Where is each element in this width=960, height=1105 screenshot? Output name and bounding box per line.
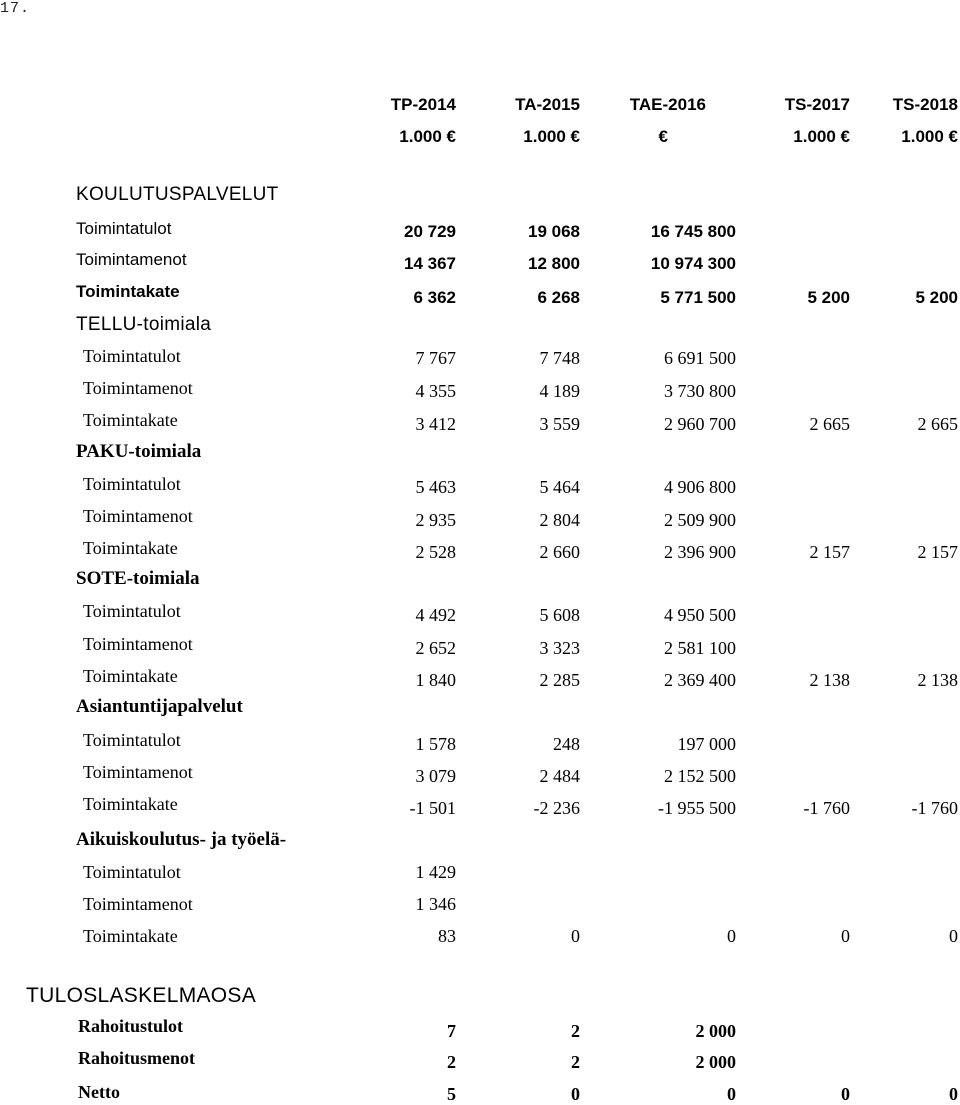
cell-value: 2 369 400 bbox=[664, 670, 736, 690]
cell-value: 5 463 bbox=[415, 477, 456, 497]
cell-value: 2 528 bbox=[415, 542, 456, 562]
cell-value: 0 bbox=[949, 1084, 958, 1104]
cell-value: 2 000 bbox=[695, 1021, 736, 1041]
cell-value: 0 bbox=[841, 926, 850, 946]
column-unit-header: 1.000 € bbox=[901, 127, 958, 146]
row-label: Toimintamenot bbox=[83, 378, 193, 398]
row-label: Netto bbox=[78, 1082, 120, 1102]
cell-value: 19 068 bbox=[528, 222, 580, 241]
cell-value: 5 608 bbox=[539, 605, 580, 625]
row-label: Toimintatulot bbox=[83, 346, 181, 366]
section-title: KOULUTUSPALVELUT bbox=[76, 184, 279, 205]
cell-value: 3 079 bbox=[415, 766, 456, 786]
row-label: Rahoitusmenot bbox=[78, 1048, 196, 1068]
cell-value: 14 367 bbox=[404, 254, 456, 273]
row-label: Toimintatulot bbox=[83, 601, 181, 621]
cell-value: 2 bbox=[571, 1052, 580, 1072]
row-label: Toimintatulot bbox=[83, 862, 181, 882]
section-title: PAKU-toimiala bbox=[76, 441, 202, 462]
cell-value: 4 355 bbox=[415, 381, 456, 401]
cell-value: 3 730 800 bbox=[664, 381, 736, 401]
cell-value: 2 bbox=[571, 1021, 580, 1041]
cell-value: 0 bbox=[727, 1084, 736, 1104]
cell-value: 10 974 300 bbox=[650, 254, 736, 273]
cell-value: 4 189 bbox=[539, 381, 580, 401]
column-unit-header: 1.000 € bbox=[523, 127, 580, 146]
cell-value: 2 509 900 bbox=[664, 510, 736, 530]
cell-value: 2 581 100 bbox=[664, 638, 736, 658]
section-title: SOTE-toimiala bbox=[76, 568, 200, 589]
column-unit-header: 1.000 € bbox=[793, 127, 850, 146]
cell-value: 248 bbox=[553, 734, 580, 754]
cell-value: 7 767 bbox=[415, 348, 456, 368]
row-label: Toimintatulot bbox=[83, 474, 181, 494]
cell-value: 1 346 bbox=[415, 894, 456, 914]
cell-value: 2 960 700 bbox=[664, 414, 736, 434]
cell-value: 20 729 bbox=[404, 222, 456, 241]
column-year-header: TS-2018 bbox=[892, 95, 958, 114]
cell-value: 3 559 bbox=[539, 414, 580, 434]
cell-value: 2 652 bbox=[415, 638, 456, 658]
row-label: Toimintatulot bbox=[76, 219, 172, 238]
row-label: Toimintakate bbox=[83, 410, 178, 430]
row-label: Toimintakate bbox=[83, 926, 178, 946]
row-label: Toimintakate bbox=[76, 282, 180, 301]
row-label: Toimintamenot bbox=[83, 894, 193, 914]
cell-value: 7 748 bbox=[539, 348, 580, 368]
cell-value: -1 501 bbox=[409, 798, 456, 818]
cell-value: 5 bbox=[447, 1084, 456, 1104]
cell-value: 2 000 bbox=[695, 1052, 736, 1072]
cell-value: 6 691 500 bbox=[664, 348, 736, 368]
cell-value: -1 955 500 bbox=[658, 798, 736, 818]
cell-value: -1 760 bbox=[803, 798, 850, 818]
cell-value: 83 bbox=[438, 926, 456, 946]
page-number: 17. bbox=[0, 0, 31, 17]
cell-value: 2 157 bbox=[917, 542, 958, 562]
cell-value: 2 935 bbox=[415, 510, 456, 530]
row-label: Toimintamenot bbox=[83, 762, 193, 782]
section-title: Aikuiskoulutus- ja työelä- bbox=[76, 829, 287, 850]
column-year-header: TP-2014 bbox=[390, 95, 456, 114]
row-label: Toimintamenot bbox=[83, 506, 193, 526]
cell-value: 5 200 bbox=[915, 288, 958, 307]
cell-value: 2 152 500 bbox=[664, 766, 736, 786]
row-label: Toimintamenot bbox=[76, 250, 187, 269]
cell-value: 2 665 bbox=[917, 414, 958, 434]
cell-value: 2 396 900 bbox=[664, 542, 736, 562]
cell-value: 6 268 bbox=[537, 288, 580, 307]
cell-value: 2 157 bbox=[809, 542, 850, 562]
cell-value: 2 804 bbox=[539, 510, 580, 530]
row-label: Toimintakate bbox=[83, 666, 178, 686]
row-label: Rahoitustulot bbox=[78, 1016, 184, 1036]
cell-value: 3 412 bbox=[415, 414, 456, 434]
cell-value: 5 200 bbox=[807, 288, 850, 307]
cell-value: 0 bbox=[571, 1084, 580, 1104]
row-label: Toimintakate bbox=[83, 794, 178, 814]
cell-value: 4 950 500 bbox=[664, 605, 736, 625]
cell-value: 1 429 bbox=[415, 862, 456, 882]
section-title: TELLU-toimiala bbox=[76, 314, 212, 335]
cell-value: 5 464 bbox=[539, 477, 580, 497]
cell-value: -1 760 bbox=[911, 798, 958, 818]
column-year-header: TS-2017 bbox=[784, 95, 850, 114]
row-label: Toimintakate bbox=[83, 538, 178, 558]
cell-value: 2 665 bbox=[809, 414, 850, 434]
cell-value: 1 840 bbox=[415, 670, 456, 690]
cell-value: 0 bbox=[727, 926, 736, 946]
cell-value: 3 323 bbox=[539, 638, 580, 658]
cell-value: 2 484 bbox=[539, 766, 580, 786]
cell-value: 4 492 bbox=[415, 605, 456, 625]
column-year-header: TA-2015 bbox=[515, 95, 580, 114]
cell-value: 4 906 800 bbox=[664, 477, 736, 497]
cell-value: 16 745 800 bbox=[650, 222, 736, 241]
cell-value: 2 138 bbox=[809, 670, 850, 690]
column-unit-header: € bbox=[658, 127, 668, 146]
cell-value: 2 138 bbox=[917, 670, 958, 690]
cell-value: 2 bbox=[447, 1052, 456, 1072]
cell-value: 7 bbox=[447, 1021, 456, 1041]
cell-value: 6 362 bbox=[413, 288, 456, 307]
row-label: Toimintamenot bbox=[83, 634, 193, 654]
cell-value: 0 bbox=[841, 1084, 850, 1104]
column-year-header: TAE-2016 bbox=[629, 95, 706, 114]
cell-value: 2 660 bbox=[539, 542, 580, 562]
cell-value: 0 bbox=[571, 926, 580, 946]
cell-value: 1 578 bbox=[415, 734, 456, 754]
cell-value: -2 236 bbox=[533, 798, 580, 818]
column-unit-header: 1.000 € bbox=[399, 127, 456, 146]
income-statement-title: TULOSLASKELMAOSA bbox=[26, 984, 257, 1007]
section-title: Asiantuntijapalvelut bbox=[76, 696, 243, 717]
cell-value: 2 285 bbox=[539, 670, 580, 690]
cell-value: 12 800 bbox=[528, 254, 580, 273]
row-label: Toimintatulot bbox=[83, 730, 181, 750]
cell-value: 0 bbox=[949, 926, 958, 946]
cell-value: 197 000 bbox=[677, 734, 736, 754]
cell-value: 5 771 500 bbox=[660, 288, 736, 307]
